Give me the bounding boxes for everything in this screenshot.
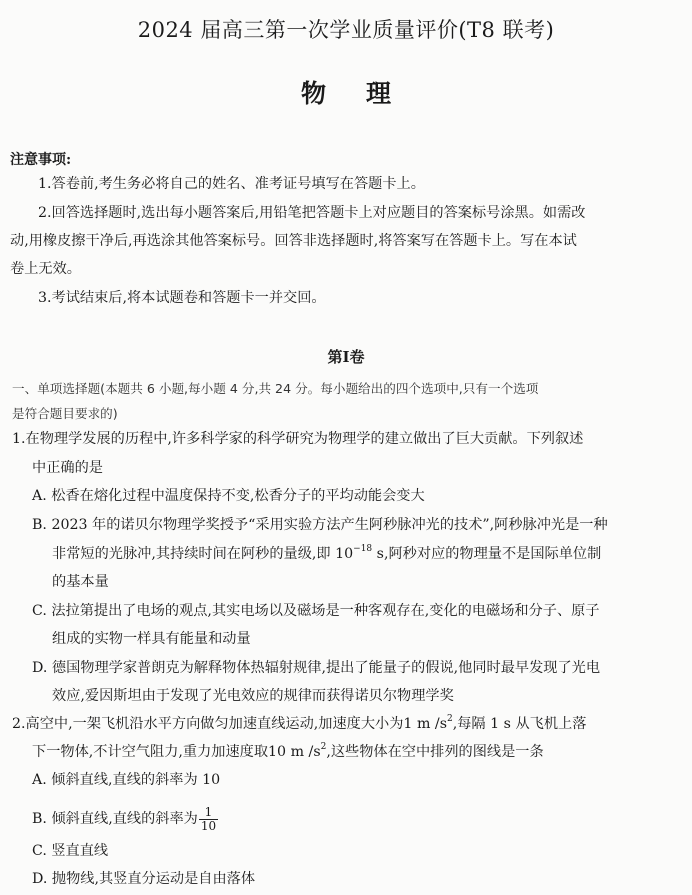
- q2-stem-text: 2.高空中,一架飞机沿水平方向做匀加速直线运动,加速度大小为1 m /s: [12, 716, 447, 732]
- q1-option-d-line-2: 效应,爱因斯坦由于发现了光电效应的规律而获得诺贝尔物理学奖: [52, 688, 454, 704]
- q2-stem-line-2: [32, 742, 544, 760]
- q2-option-a: A. 倾斜直线,直线的斜率为 10: [32, 772, 221, 788]
- section-instruction-1: 一、单项选择题(本题共 6 小题,每小题 4 分,共 24 分。每小题给出的四个选项中,只有一个选项: [12, 381, 539, 396]
- q2-option-b: [32, 806, 218, 832]
- q1-option-c-line-1: C. 法拉第提出了电场的观点,其实电场以及磁场是一种客观存在,变化的电磁场和分子、原子: [32, 603, 600, 619]
- q1-option-c-line-2: 组成的实物一样具有能量和动量: [52, 631, 251, 647]
- q2-stem-text-post: ,每隔 1 s 从飞机上落: [452, 716, 587, 732]
- q2-stem-exponent: 2: [447, 714, 453, 725]
- q1-option-b-line-2: [52, 544, 602, 562]
- q2-option-c: C. 竖直直线: [32, 843, 109, 859]
- q1-stem-line-2: 中正确的是: [32, 460, 103, 476]
- section-title: 第Ⅰ卷: [327, 348, 365, 366]
- q1-option-b-text: 非常短的光脉冲,其持续时间在阿秒的量级,即 10: [52, 546, 354, 562]
- section-instruction-2: 是符合题目要求的): [12, 406, 118, 421]
- subject-title: 物理: [300, 79, 431, 108]
- note-line-3: 3.考试结束后,将本试题卷和答题卡一并交回。: [38, 290, 326, 306]
- fraction-denominator: 10: [200, 818, 217, 833]
- notes-heading: 注意事项:: [10, 152, 72, 168]
- note-line-1: 1.答卷前,考生务必将自己的姓名、准考证号填写在答题卡上。: [38, 176, 425, 192]
- q1-option-d-line-1: D. 德国物理学家普朗克为解释物体热辐射规律,提出了能量子的假说,他同时最早发现了光电: [32, 660, 601, 676]
- fraction-numerator: 1: [199, 806, 218, 820]
- q2-option-b-fraction: [199, 806, 218, 832]
- q2-stem-line-1: [12, 714, 587, 732]
- note-line-2a: 2.回答选择题时,选出每小题答案后,用铅笔把答题卡上对应题目的答案标号涂黑。如需改: [38, 205, 586, 221]
- exam-title: 2024 届高三第一次学业质量评价(T8 联考): [137, 18, 555, 42]
- note-line-2c: 卷上无效。: [10, 261, 81, 277]
- note-line-2b: 动,用橡皮擦干净后,再选涂其他答案标号。回答非选择题时,将答案写在答题卡上。写在本试: [10, 233, 577, 249]
- q2-stem-2-exponent: 2: [320, 742, 327, 753]
- q1-option-b-line-1: B. 2023 年的诺贝尔物理学奖授予“采用实验方法产生阿秒脉冲光的技术”,阿秒脉冲光是一种: [32, 517, 608, 533]
- q1-option-b-line-3: 的基本量: [52, 574, 109, 590]
- q1-stem-line-1: 1.在物理学发展的历程中,许多科学家的科学研究为物理学的建立做出了巨大贡献。下列叙述: [12, 431, 584, 447]
- q2-stem-2-text-post: ,这些物体在空中排列的图线是一条: [326, 744, 544, 760]
- q1-option-b-exponent: −18: [353, 544, 373, 555]
- q1-option-b-text-post: s,阿秒对应的物理量不是国际单位制: [372, 546, 602, 562]
- q2-option-b-text: B. 倾斜直线,直线的斜率为: [32, 811, 198, 828]
- q2-option-d: D. 抛物线,其竖直分运动是自由落体: [32, 871, 256, 887]
- q2-stem-2-text: 下一物体,不计空气阻力,重力加速度取10 m /s: [32, 744, 321, 760]
- q1-option-a: A. 松香在熔化过程中温度保持不变,松香分子的平均动能会变大: [32, 488, 425, 504]
